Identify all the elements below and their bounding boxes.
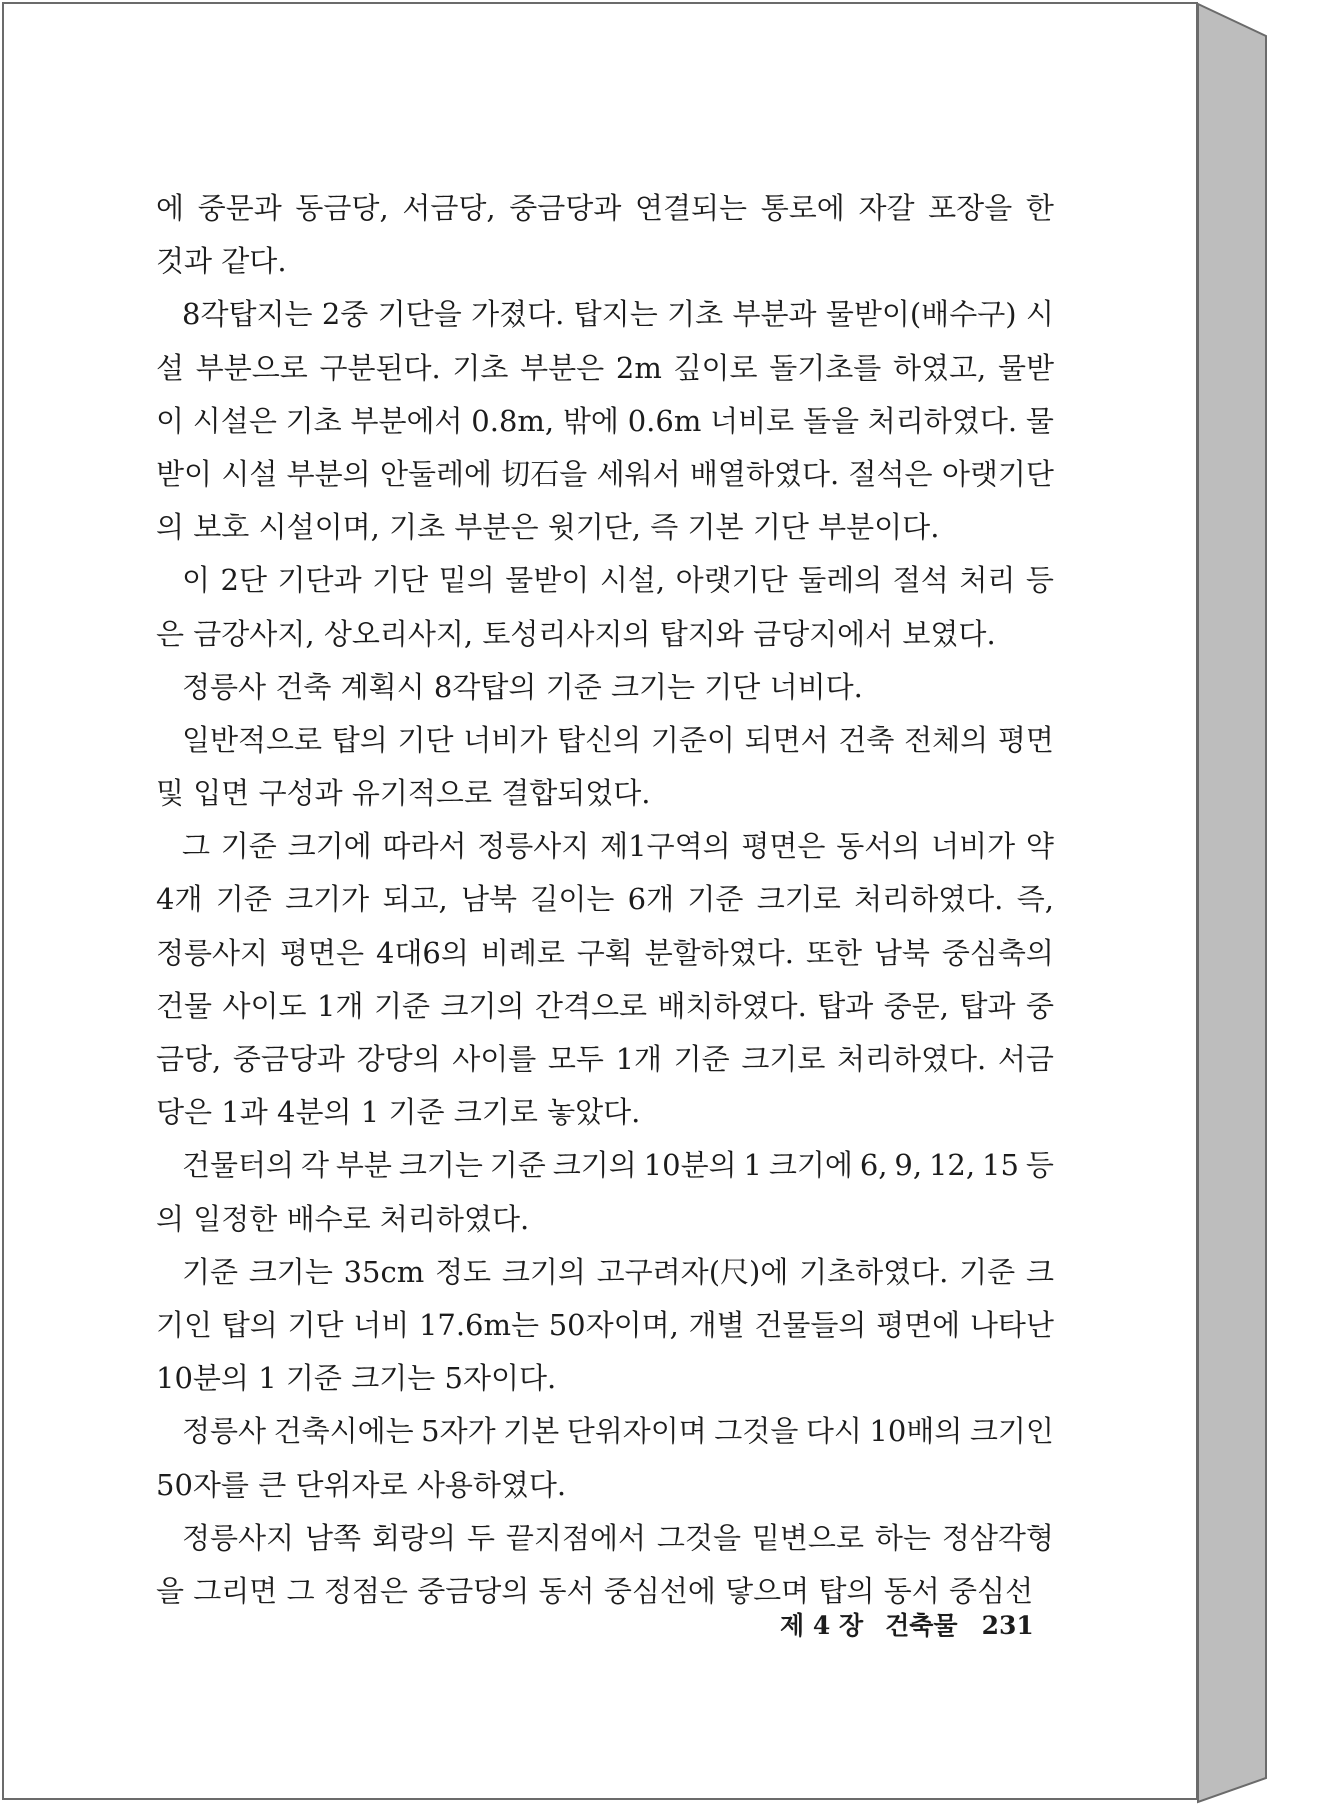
text-line: 4개 기준 크기가 되고, 남북 길이는 6개 기준 크기로 처리하였다. 즉, bbox=[156, 882, 1054, 917]
text-line: 이 2단 기단과 기단 밑의 물받이 시설, 아랫기단 둘레의 절석 처리 등 bbox=[182, 563, 1054, 598]
text-line: 을 그리면 그 정점은 중금당의 동서 중심선에 닿으며 탑의 동서 중심선 bbox=[156, 1573, 1034, 1608]
text-line: 50자를 큰 단위자로 사용하였다. bbox=[156, 1467, 567, 1502]
footer-section: 건축물 bbox=[885, 1611, 958, 1640]
text-line: 에 중문과 동금당, 서금당, 중금당과 연결되는 통로에 자갈 포장을 한 bbox=[156, 191, 1054, 225]
text-line: 건물 사이도 1개 기준 크기의 간격으로 배치하였다. 탑과 중문, 탑과 중 bbox=[156, 988, 1054, 1023]
text-line: 것과 같다. bbox=[156, 244, 287, 279]
text-line: 10분의 1 기준 크기는 5자이다. bbox=[156, 1361, 557, 1396]
text-line: 은 금강사지, 상오리사지, 토성리사지의 탑지와 금당지에서 보였다. bbox=[156, 616, 996, 651]
text-line: 정릉사지 평면은 4대6의 비례로 구획 분할하였다. 또한 남북 중심축의 bbox=[156, 935, 1054, 970]
text-line: 8각탑지는 2중 기단을 가졌다. 탑지는 기초 부분과 물받이(배수구) 시 bbox=[182, 297, 1054, 332]
text-line: 및 입면 구성과 유기적으로 결합되었다. bbox=[156, 776, 651, 811]
footer-chapter: 제 4 장 bbox=[780, 1611, 864, 1640]
body-text bbox=[156, 182, 1054, 1618]
text-line: 일반적으로 탑의 기단 너비가 탑신의 기준이 되면서 건축 전체의 평면 bbox=[182, 722, 1054, 757]
text-line: 정릉사 건축시에는 5자가 기본 단위자이며 그것을 다시 10배의 크기인 bbox=[182, 1414, 1054, 1449]
text-line: 정릉사지 남쪽 회랑의 두 끝지점에서 그것을 밑변으로 하는 정삼각형 bbox=[182, 1520, 1054, 1555]
text-line: 의 보호 시설이며, 기초 부분은 윗기단, 즉 기본 기단 부분이다. bbox=[156, 510, 940, 545]
text-line: 건물터의 각 부분 크기는 기준 크기의 10분의 1 크기에 6, 9, 12, 15 등 bbox=[182, 1148, 1054, 1183]
text-line: 설 부분으로 구분된다. 기초 부분은 2m 깊이로 돌기초를 하였고, 물받 bbox=[156, 350, 1054, 385]
text-line: 당은 1과 4분의 1 기준 크기로 놓았다. bbox=[156, 1095, 641, 1130]
page-number: 231 bbox=[981, 1611, 1034, 1640]
text-line: 의 일정한 배수로 처리하였다. bbox=[156, 1201, 530, 1236]
text-line: 이 시설은 기초 부분에서 0.8m, 밖에 0.6m 너비로 돌을 처리하였다. 물 bbox=[156, 403, 1054, 438]
text-line: 금당, 중금당과 강당의 사이를 모두 1개 기준 크기로 처리하였다. 서금 bbox=[156, 1042, 1054, 1076]
text-line: 받이 시설 부분의 안둘레에 切石을 세워서 배열하였다. 절석은 아랫기단 bbox=[156, 456, 1054, 491]
text-line: 기인 탑의 기단 너비 17.6m는 50자이며, 개별 건물들의 평면에 나타난 bbox=[156, 1307, 1054, 1342]
page-footer bbox=[780, 1606, 1034, 1642]
text-line: 그 기준 크기에 따라서 정릉사지 제1구역의 평면은 동서의 너비가 약 bbox=[182, 829, 1054, 864]
text-line: 정릉사 건축 계획시 8각탑의 기준 크기는 기단 너비다. bbox=[182, 669, 863, 704]
text-line: 기준 크기는 35cm 정도 크기의 고구려자(尺)에 기초하였다. 기준 크 bbox=[182, 1254, 1054, 1289]
